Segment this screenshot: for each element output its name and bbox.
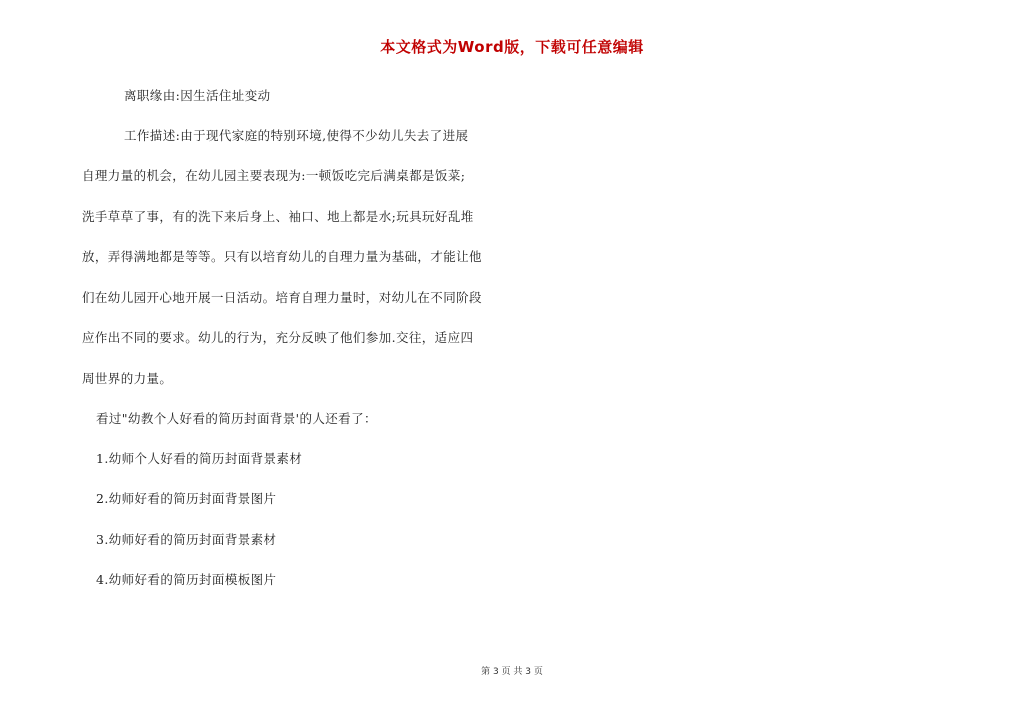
work-description-line: 放，弄得满地都是等等。只有以培育幼儿的自理力量为基础，才能让他 (82, 249, 482, 264)
related-article-link[interactable]: 1.幼师个人好看的简历封面背景素材 (96, 451, 303, 466)
work-description-line: 应作出不同的要求。幼儿的行为，充分反映了他们参加.交往，适应四 (82, 330, 474, 345)
related-articles-heading: 看过"幼教个人好看的简历封面背景'的人还看了： (96, 411, 377, 426)
work-description-line: 周世界的力量。 (82, 371, 173, 386)
work-description-line: 自理力量的机会，在幼儿园主要表现为:一顿饭吃完后满桌都是饭菜; (82, 168, 466, 183)
work-description-line: 工作描述:由于现代家庭的特别环境,使得不少幼儿失去了进展 (124, 128, 469, 143)
page-number: 第 3 页 共 3 页 (481, 667, 543, 677)
related-article-link[interactable]: 4.幼师好看的简历封面模板图片 (96, 572, 277, 587)
document-banner: 本文格式为Word版，下载可任意编辑 (380, 38, 644, 56)
resignation-reason: 离职缘由:因生活住址变动 (124, 88, 271, 103)
work-description-line: 们在幼儿园开心地开展一日活动。培育自理力量时，对幼儿在不同阶段 (82, 290, 482, 305)
work-description-line: 洗手草草了事，有的洗下来后身上、袖口、地上都是水;玩具玩好乱堆 (82, 209, 474, 224)
related-article-link[interactable]: 2.幼师好看的简历封面背景图片 (96, 491, 277, 506)
related-article-link[interactable]: 3.幼师好看的简历封面背景素材 (96, 532, 277, 547)
